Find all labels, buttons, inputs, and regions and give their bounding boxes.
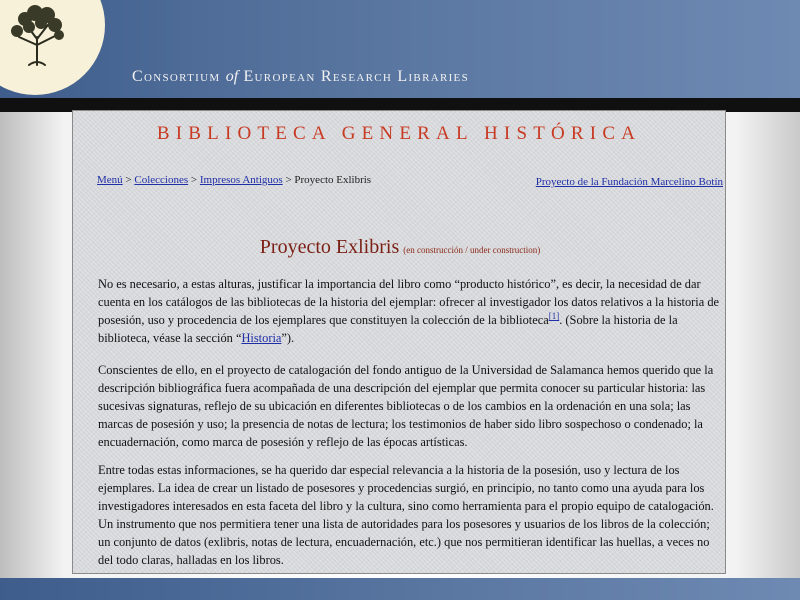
footer-band [0,578,800,600]
logo [0,0,105,95]
page-title: Proyecto Exlibris [259,236,400,258]
footnote-link[interactable]: [1] [548,310,560,321]
breadcrumb-current: Proyecto Exlibris [294,174,372,186]
page-heading [73,236,726,259]
tree-icon [7,3,71,67]
breadcrumb-impresos-link[interactable]: Impresos Antiguos [199,174,283,186]
header-band [0,0,800,98]
construction-note: (en construcción / under construction) [403,245,541,255]
paragraph-1: No es necesario, a estas alturas, justificar la importancia del libro como “producto histórico”, es decir, la necesidad de dar cuenta en los catálogos de las bibliotecas de la historia del ejemplar: ofrecer al investigador los datos relativos a la historia de posesión, uso y procedencia de los ejemplares que constituyen la colección de la biblioteca[1]. (Sobre la historia de la biblioteca, véase la sección “Historia”). [98,277,720,345]
breadcrumb-colecciones-link[interactable]: Colecciones [134,174,189,186]
webpage-screenshot [72,110,726,574]
paragraph-2: Conscientes de ello, en el proyecto de catalogación del fondo antiguo de la Universidad de Salamanca hemos querido que la descripción bibliográfica fuera acompañada de una descripción del ejemplar que permita conocer su particular historia: las sucesivas signaturas, reflejo de su ubicación en diferentes bibliotecas o de los cambios en la ordenación en una sola; las marcas de posesión y uso; la presencia de notas de lectura; los testimonios de haber sido libro sospechoso o condenado; la encuadernación, como marca de posesión y reflejo de las épocas artísticas. [98,363,714,449]
paragraph-3: Entre todas estas informaciones, se ha querido dar especial relevancia a la historia de la posesión, uso y lectura de los ejemplares. La idea de crear un listado de posesores y procedencias surgió, en principio, no tanto como una ayuda para los investigadores interesados en esta faceta del libro y la cultura, sino como herramienta para el propio equipo de catalogación. Un instrumento que nos permitiera tener una lista de autoridades para los posesores y usuarios de los libros de la colección; un conjunto de datos (exlibris, notas de lectura, encuadernación, etc.) que nos permitieran identificar las huellas, a veces no del todo claras, halladas en los libros. [98,463,714,567]
consortium-title: Consortium of European Research Libraries [132,68,469,85]
historia-link[interactable]: Historia [241,331,282,345]
banner-title: BIBLIOTECA GENERAL HISTÓRICA [156,123,642,144]
fundacion-botin-link[interactable]: Proyecto de la Fundación Marcelino Botín [535,176,723,188]
breadcrumb-menu-link[interactable]: Menú [97,174,123,186]
breadcrumb: Menú > Colecciones > Impresos Antiguos > Proyecto Exlibris [97,174,372,186]
